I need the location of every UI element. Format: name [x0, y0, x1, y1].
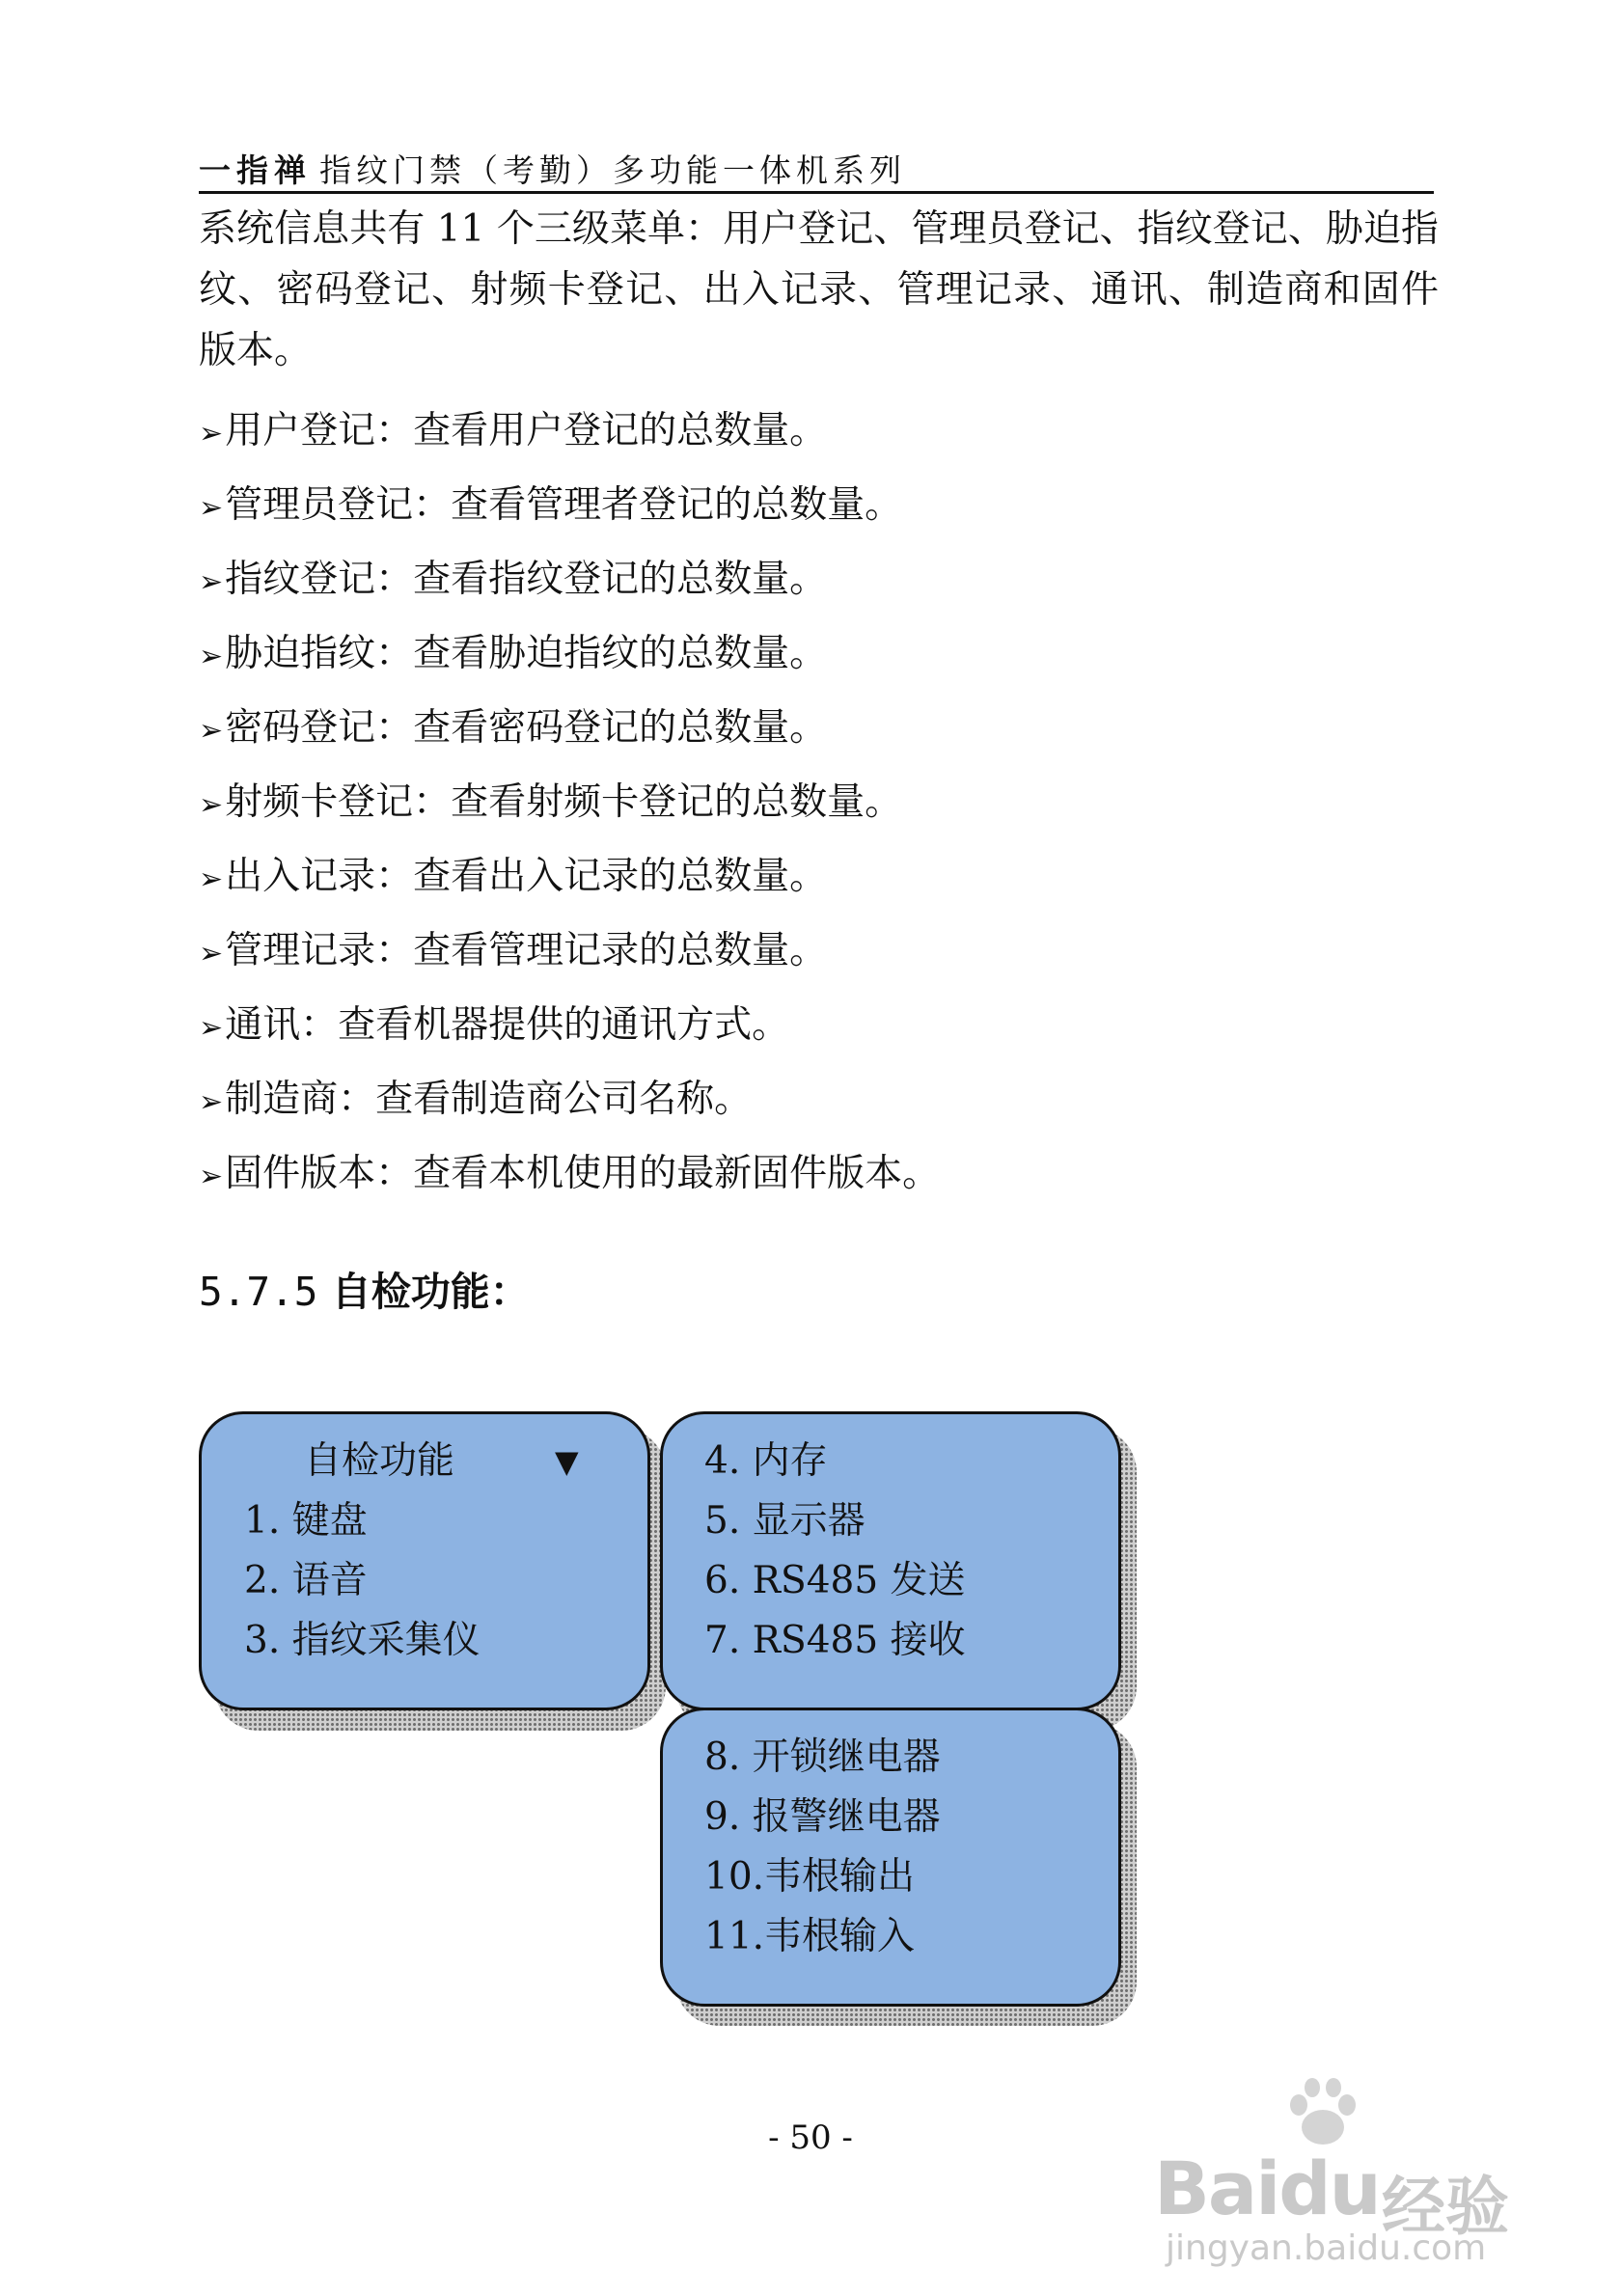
bullet-arrow-icon: ➢ [199, 565, 224, 599]
list-item: ➢指纹登记：查看指纹登记的总数量。 [199, 558, 828, 601]
bullet-arrow-icon: ➢ [199, 417, 224, 451]
menu-item-display[interactable]: 5. 显示器 [704, 1499, 865, 1543]
bullet-arrow-icon: ➢ [199, 1011, 224, 1045]
menu-item-memory[interactable]: 4. 内存 [704, 1439, 828, 1483]
bullet-arrow-icon: ➢ [199, 640, 224, 673]
watermark-cn: 经验 [1382, 2170, 1509, 2244]
list-item: ➢出入记录：查看出入记录的总数量。 [199, 855, 828, 898]
bullet-arrow-icon: ➢ [199, 1085, 224, 1119]
menu-item-voice[interactable]: 2. 语音 [244, 1559, 368, 1602]
section-heading [199, 1260, 530, 1317]
intro-paragraph: 系统信息共有 11 个三级菜单：用户登记、管理员登记、指纹登记、胁迫指纹、密码登记、射频卡登记、出入记录、管理记录、通讯、制造商和固件版本。 [199, 207, 1439, 372]
bullet-arrow-icon: ➢ [199, 788, 224, 822]
menu-panel-3 [660, 1708, 1121, 2007]
list-item: ➢管理记录：查看管理记录的总数量。 [199, 929, 828, 972]
bullet-arrow-icon: ➢ [199, 862, 224, 896]
menu-title: 自检功能 [304, 1439, 455, 1483]
bullet-arrow-icon: ➢ [199, 1160, 224, 1193]
menu-item-fingerprint-sensor[interactable]: 3. 指纹采集仪 [244, 1619, 481, 1662]
watermark-logo: Baidu [1154, 2146, 1380, 2231]
bullet-arrow-icon: ➢ [199, 937, 224, 970]
menu-item-wiegand-input[interactable]: 11.韦根输入 [704, 1915, 916, 1958]
menu-item-wiegand-output[interactable]: 10.韦根输出 [704, 1855, 916, 1899]
menu-item-rs485-send[interactable]: 6. RS485 发送 [704, 1559, 966, 1602]
triangle-down-icon: ▼ [555, 1443, 579, 1480]
list-item: ➢制造商：查看制造商公司名称。 [199, 1078, 753, 1121]
menu-panel-2 [660, 1411, 1121, 1710]
baidu-jingyan-watermark [1154, 2074, 1559, 2267]
section-title: 自检功能： [331, 1269, 530, 1315]
page-number: - 50 - [768, 2118, 853, 2157]
list-item: ➢固件版本：查看本机使用的最新固件版本。 [199, 1152, 941, 1195]
list-item: ➢通讯：查看机器提供的通讯方式。 [199, 1003, 790, 1047]
list-item: ➢射频卡登记：查看射频卡登记的总数量。 [199, 780, 903, 824]
running-header [199, 133, 1434, 191]
header-title: 指纹门禁（考勤）多功能一体机系列 [319, 151, 906, 189]
list-item: ➢密码登记：查看密码登记的总数量。 [199, 706, 828, 750]
info-item-list [199, 394, 940, 1211]
bullet-arrow-icon: ➢ [199, 491, 224, 525]
list-item: ➢胁迫指纹：查看胁迫指纹的总数量。 [199, 632, 828, 675]
menu-item-keyboard[interactable]: 1. 键盘 [244, 1499, 368, 1543]
watermark-url: jingyan.baidu.com [1166, 2228, 1487, 2268]
menu-item-unlock-relay[interactable]: 8. 开锁继电器 [704, 1736, 941, 1779]
list-item: ➢用户登记：查看用户登记的总数量。 [199, 409, 828, 452]
bullet-arrow-icon: ➢ [199, 714, 224, 748]
header-rule [199, 191, 1434, 194]
header-brand: 一指禅 [199, 151, 312, 189]
menu-panel-1 [199, 1411, 650, 1710]
section-number: 5.7.5 [199, 1269, 318, 1315]
menu-item-alarm-relay[interactable]: 9. 报警继电器 [704, 1795, 941, 1839]
menu-item-rs485-receive[interactable]: 7. RS485 接收 [704, 1619, 966, 1662]
list-item: ➢管理员登记：查看管理者登记的总数量。 [199, 483, 903, 527]
menu-title-row [244, 1432, 647, 1491]
